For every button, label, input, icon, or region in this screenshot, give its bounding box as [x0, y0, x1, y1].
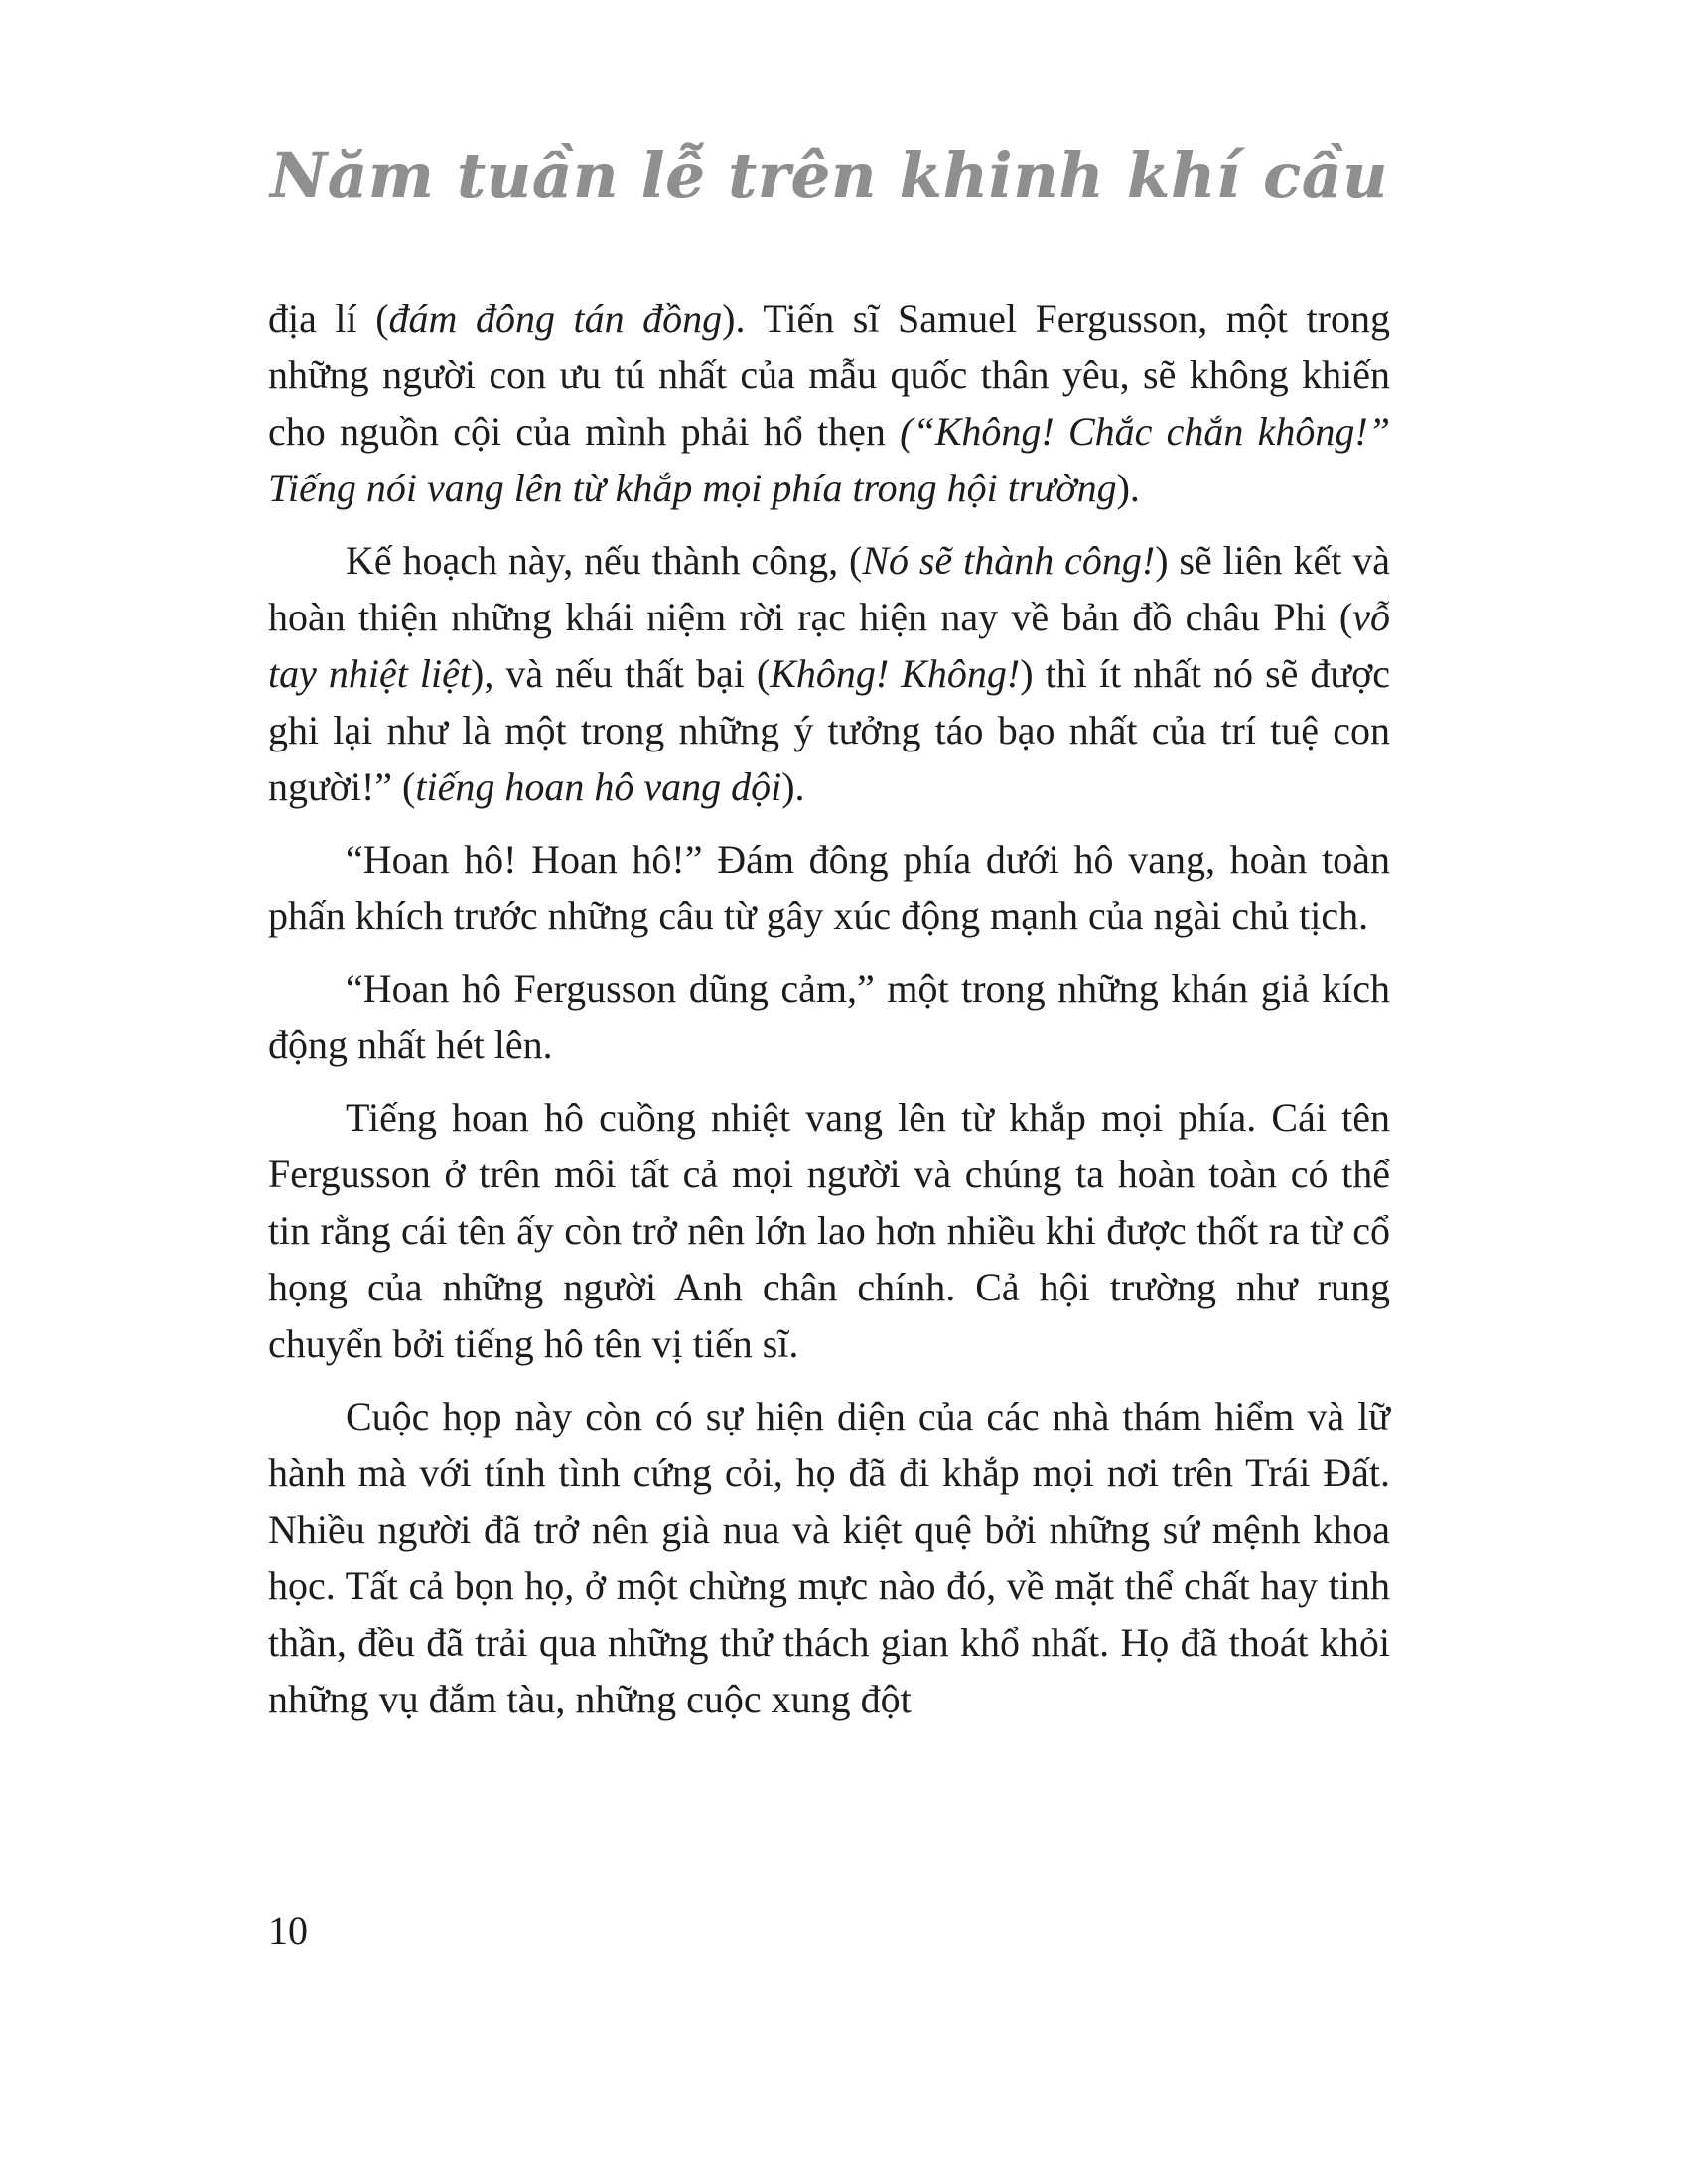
text-segment-italic: đám đông tán đồng	[388, 296, 723, 341]
page-title: Năm tuần lễ trên khinh khí cầu	[269, 139, 1389, 211]
paragraph	[268, 290, 1390, 516]
text-segment-italic: tiếng hoan hô vang dội	[415, 764, 782, 809]
paragraph	[268, 532, 1390, 815]
text-segment: “Hoan hô Fergusson dũng cảm,” một trong những khán giả kích động nhất hét lên.	[268, 966, 1390, 1067]
text-segment: ) thì ít nhất nó sẽ được ghi lại như là một trong những ý tưởng táo bạo nhất của trí tuệ con người!” (	[268, 651, 1391, 809]
text-segment-italic: Nó sẽ thành công!	[862, 538, 1156, 583]
paragraph	[268, 1388, 1390, 1727]
text-segment: ).	[1116, 466, 1140, 510]
body-text	[268, 290, 1390, 1743]
text-segment-italic: vỗ tay nhiệt liệt	[268, 595, 1390, 696]
text-segment: Cuộc họp này còn có sự hiện diện của các nhà thám hiểm và lữ hành mà với tính tình cứng cỏi, họ đã đi khắp mọi nơi trên Trái Đất. Nhiều người đã trở nên già nua và kiệt quệ bởi những sứ mệnh khoa học. Tất cả bọn họ, ở một chừng mực nào đó, về mặt thể chất hay tinh thần, đều đã trải qua những thử thách gian khổ nhất. Họ đã thoát khỏi những vụ đắm tàu, những cuộc xung đột	[268, 1394, 1390, 1721]
paragraph	[268, 1089, 1390, 1372]
paragraph	[268, 960, 1390, 1073]
text-segment: ), và nếu thất bại (	[471, 651, 771, 696]
text-segment-italic: Không! Không!	[770, 651, 1021, 696]
text-segment: Kế hoạch này, nếu thành công, (	[346, 538, 863, 583]
text-segment: ).	[781, 764, 805, 809]
text-segment: Tiếng hoan hô cuồng nhiệt vang lên từ khắp mọi phía. Cái tên Fergusson ở trên môi tất cả mọi người và chúng ta hoàn toàn có thể tin rằng cái tên ấy còn trở nên lớn lao hơn nhiều khi được thốt ra từ cổ họng của những người Anh chân chính. Cả hội trường như rung chuyển bởi tiếng hô tên vị tiến sĩ.	[268, 1095, 1390, 1366]
text-segment: ). Tiến sĩ Samuel Fergusson, một trong những người con ưu tú nhất của mẫu quốc thân yêu, sẽ không khiến cho nguồn cội của mình phải hổ thẹn	[268, 296, 1391, 454]
page-number: 10	[268, 1908, 308, 1953]
paragraph	[268, 831, 1390, 944]
text-segment: địa lí (	[268, 296, 389, 341]
text-segment: ) sẽ liên kết và hoàn thiện những khái niệm rời rạc hiện nay về bản đồ châu Phi (	[268, 538, 1391, 639]
text-segment-italic: (“Không! Chắc chắn không!” Tiếng nói vang lên từ khắp mọi phía trong hội trường	[268, 409, 1391, 510]
text-segment: “Hoan hô! Hoan hô!” Đám đông phía dưới hô vang, hoàn toàn phấn khích trước những câu từ gây xúc động mạnh của ngài chủ tịch.	[268, 837, 1390, 938]
